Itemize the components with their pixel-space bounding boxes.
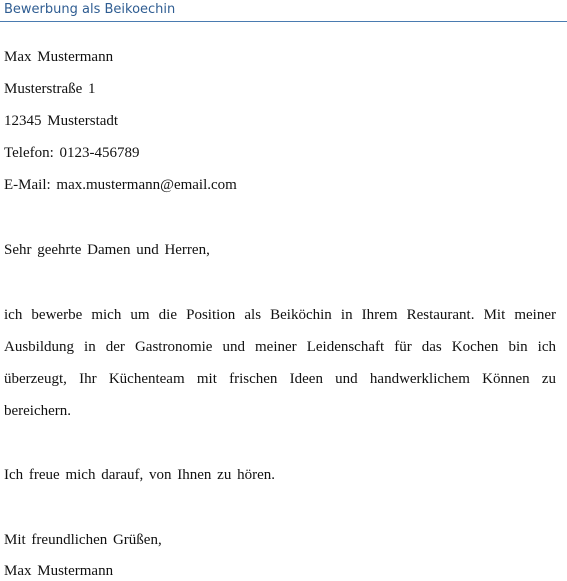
sender-street: Musterstraße 1 xyxy=(4,81,96,97)
closing-sentence: Ich freue mich darauf, von Ihnen zu hören. xyxy=(4,467,275,483)
sender-email: E-Mail: max.mustermann@email.com xyxy=(4,177,237,193)
sender-name: Max Mustermann xyxy=(4,49,114,65)
signature: Max Mustermann xyxy=(4,563,114,579)
main-paragraph: ich bewerbe mich um die Position als Beiköchin in Ihrem Restaurant. Mit meiner Ausbildung in der Gastronomie und meiner Leidenschaft für das Kochen bin ich überzeugt, Ihr Küchenteam mit frischen Ideen und handwerklichem Können zu bereichern. xyxy=(4,307,556,419)
salutation: Sehr geehrte Damen und Herren, xyxy=(4,242,210,258)
sender-phone: Telefon: 0123-456789 xyxy=(4,145,140,161)
sender-city: 12345 Musterstadt xyxy=(4,113,119,129)
document-header xyxy=(0,0,567,22)
valediction: Mit freundlichen Grüßen, xyxy=(4,532,162,548)
document-title: Bewerbung als Beikoechin xyxy=(4,2,176,17)
